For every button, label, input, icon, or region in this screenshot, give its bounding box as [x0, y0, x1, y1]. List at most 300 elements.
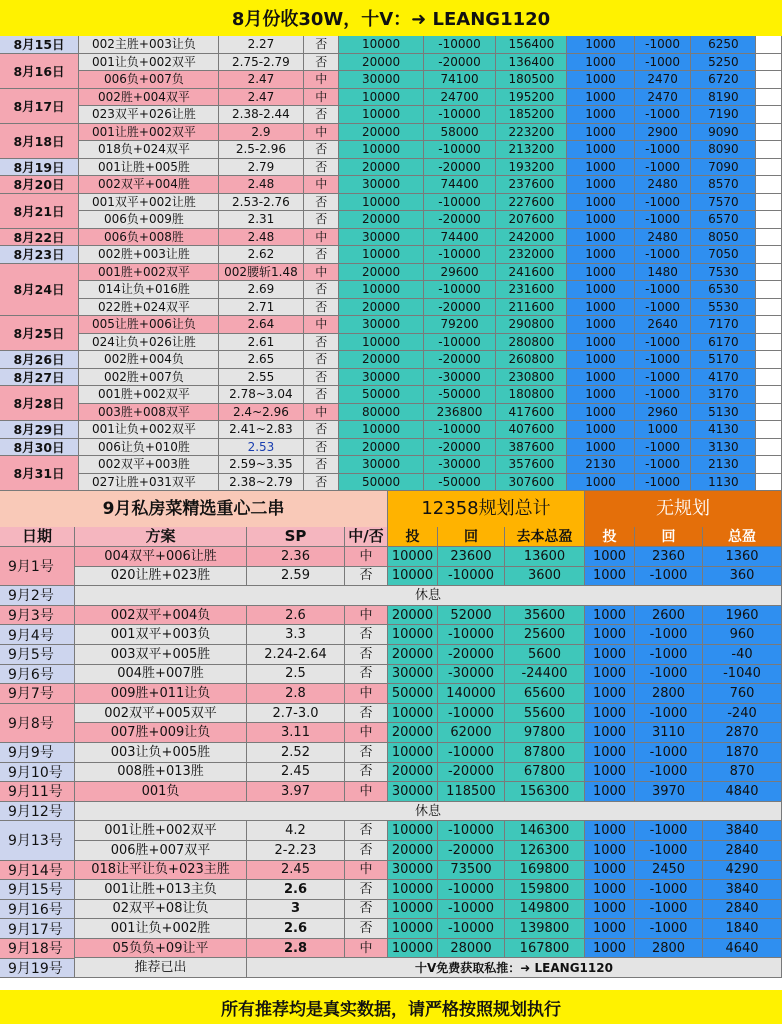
return2-cell: -1000 — [635, 743, 703, 762]
sp-cell: 2.45 — [247, 861, 345, 880]
profit2-cell: 7090 — [691, 159, 756, 176]
date-cell: 9月12号 — [0, 802, 75, 822]
return-cell: -10000 — [424, 36, 497, 53]
profit-cell: 213200 — [496, 141, 567, 158]
return-cell: -20000 — [424, 211, 497, 228]
bet2-cell: 1000 — [585, 939, 635, 958]
sp-cell: 4.2 — [247, 821, 345, 840]
scheme-cell: 001双平+003负 — [75, 625, 247, 644]
return2-cell: 2480 — [635, 229, 692, 246]
profit-cell: 211600 — [496, 299, 567, 316]
profit-cell: 156400 — [496, 36, 567, 53]
sp-cell: 3.11 — [247, 723, 345, 742]
bet2-cell: 1000 — [585, 625, 635, 644]
profit-cell: 407600 — [496, 421, 567, 438]
result-cell: 中 — [345, 723, 388, 742]
scheme-cell: 024让负+026让胜 — [70, 334, 219, 351]
return-cell: 24700 — [424, 89, 497, 106]
edge-cell — [756, 281, 782, 298]
profit2-cell: 1960 — [703, 606, 782, 625]
result-cell: 否 — [345, 821, 388, 840]
edge-cell — [756, 351, 782, 368]
profit-cell: 241600 — [496, 264, 567, 281]
sep-row — [0, 684, 782, 704]
result-cell: 否 — [345, 919, 388, 938]
sp-cell: 2.36 — [247, 547, 345, 566]
return2-cell: 2360 — [635, 547, 703, 566]
bet2-cell: 1000 — [567, 334, 634, 351]
scheme-cell: 001让胜+005胜 — [70, 159, 219, 176]
bet-cell: 20000 — [339, 439, 423, 456]
sep-row — [0, 625, 782, 645]
profit2-cell: 1360 — [703, 547, 782, 566]
date-cell: 8月16日 — [0, 54, 79, 89]
return-cell: -30000 — [424, 369, 497, 386]
return-cell: 52000 — [438, 606, 505, 625]
sp-cell: 2.38-2.44 — [219, 106, 304, 123]
bet-cell: 10000 — [339, 89, 423, 106]
aug-row — [0, 386, 782, 404]
edge-cell — [756, 89, 782, 106]
bet2-cell: 1000 — [585, 743, 635, 762]
profit2-cell: 9090 — [691, 124, 756, 141]
bet2-cell: 1000 — [585, 606, 635, 625]
sp-cell: 2-2.23 — [247, 841, 345, 860]
sp-cell: 2.69 — [219, 281, 304, 298]
result-cell: 否 — [304, 386, 340, 403]
return2-cell: 2800 — [635, 684, 703, 703]
bet2-cell: 1000 — [567, 176, 634, 193]
profit-cell: 149800 — [505, 900, 585, 919]
aug-row — [0, 299, 782, 317]
return2-cell: 3110 — [635, 723, 703, 742]
return-cell: 23600 — [438, 547, 505, 566]
profit2-cell: 8050 — [691, 229, 756, 246]
result-cell: 否 — [304, 421, 340, 438]
sp-cell: 2.38~2.79 — [219, 474, 304, 491]
aug-row — [0, 229, 782, 247]
sep-row — [0, 586, 782, 606]
aug-row — [0, 141, 782, 159]
result-cell: 否 — [345, 645, 388, 664]
scheme-cell: 009胜+011让负 — [75, 684, 247, 703]
return2-cell: -1000 — [635, 645, 703, 664]
scheme-cell: 004双平+006让胜 — [75, 547, 247, 566]
result-cell: 否 — [304, 281, 340, 298]
september-block — [0, 547, 782, 978]
result-cell: 否 — [304, 36, 340, 53]
sp-cell: 2.48 — [219, 176, 304, 193]
sp-cell: 2.6 — [247, 919, 345, 938]
return2-cell: -1000 — [635, 900, 703, 919]
edge-cell — [756, 299, 782, 316]
result-cell: 否 — [304, 334, 340, 351]
profit-cell: 55600 — [505, 704, 585, 723]
return-cell: 79200 — [424, 316, 497, 333]
sp-cell: 2.4~2.96 — [219, 404, 304, 421]
scheme-cell: 001负 — [75, 782, 247, 801]
bet-cell: 10000 — [388, 743, 438, 762]
return2-cell: -1000 — [635, 334, 692, 351]
return-cell: -10000 — [438, 919, 505, 938]
bet2-cell: 1000 — [567, 474, 634, 491]
sp-cell: 2.59~3.35 — [219, 456, 304, 473]
scheme-cell: 001让胜+002双平 — [75, 821, 247, 840]
aug-row — [0, 404, 782, 422]
scheme-cell: 020让胜+023胜 — [75, 567, 247, 586]
sp-cell: 2.79 — [219, 159, 304, 176]
col-header-p2: 回 — [438, 527, 505, 546]
aug-row — [0, 71, 782, 89]
section-header — [0, 491, 782, 527]
bet-cell: 50000 — [339, 474, 423, 491]
bet-cell: 20000 — [339, 124, 423, 141]
result-cell: 中 — [345, 684, 388, 703]
top-banner — [0, 0, 782, 36]
date-cell: 8月15日 — [0, 36, 79, 54]
result-cell: 否 — [345, 900, 388, 919]
col-header-p1: 投 — [388, 527, 438, 546]
profit-cell: 87800 — [505, 743, 585, 762]
bet2-cell: 1000 — [567, 299, 634, 316]
bet2-cell: 1000 — [567, 246, 634, 263]
sp-cell: 2.52 — [247, 743, 345, 762]
sep-row — [0, 919, 782, 939]
col-header-q3: 总盈 — [703, 527, 782, 546]
date-cell: 9月2号 — [0, 586, 75, 606]
edge-cell — [756, 229, 782, 246]
scheme-cell: 003双平+005胜 — [75, 645, 247, 664]
profit2-cell: 7570 — [691, 194, 756, 211]
sp-cell: 2.5-2.96 — [219, 141, 304, 158]
profit2-cell: 2840 — [703, 841, 782, 860]
bet2-cell: 1000 — [567, 194, 634, 211]
profit2-cell: 6570 — [691, 211, 756, 228]
bet-cell: 30000 — [339, 229, 423, 246]
scheme-cell: 001胜+002双平 — [70, 264, 219, 281]
result-cell: 中 — [345, 606, 388, 625]
profit-cell: 227600 — [496, 194, 567, 211]
sp-cell: 2.8 — [247, 939, 345, 958]
profit2-cell: 3840 — [703, 880, 782, 899]
profit2-cell: 4170 — [691, 369, 756, 386]
result-cell: 否 — [345, 567, 388, 586]
result-cell: 否 — [345, 841, 388, 860]
date-cell: 9月9号 — [0, 743, 75, 763]
date-cell: 9月19号 — [0, 959, 75, 979]
bet2-cell: 1000 — [585, 880, 635, 899]
contact-cell: 十V免费获取私推：➜ LEANG1120 — [247, 958, 782, 977]
edge-cell — [756, 211, 782, 228]
return2-cell: -1000 — [635, 246, 692, 263]
aug-row — [0, 334, 782, 352]
bet-cell: 10000 — [388, 939, 438, 958]
sp-cell: 2.9 — [219, 124, 304, 141]
scheme-cell: 004胜+007胜 — [75, 665, 247, 684]
aug-row — [0, 124, 782, 142]
bet2-cell: 1000 — [585, 645, 635, 664]
profit-cell: 126300 — [505, 841, 585, 860]
footer-text: 所有推荐均是真实数据，请严格按照规划执行 — [221, 999, 561, 1020]
aug-row — [0, 159, 782, 177]
result-cell: 中 — [304, 71, 340, 88]
return2-cell: -1000 — [635, 919, 703, 938]
profit-cell: 231600 — [496, 281, 567, 298]
edge-cell — [756, 264, 782, 281]
return-cell: -10000 — [438, 880, 505, 899]
aug-row — [0, 246, 782, 264]
date-cell: 9月17号 — [0, 919, 75, 939]
profit-cell: 169800 — [505, 861, 585, 880]
sp-cell: 2.61 — [219, 334, 304, 351]
bet2-cell: 1000 — [567, 71, 634, 88]
return-cell: -20000 — [438, 645, 505, 664]
rest-cell: 休息 — [75, 586, 782, 605]
result-cell: 否 — [304, 456, 340, 473]
profit2-cell: 1870 — [703, 743, 782, 762]
sp-cell: 2.6 — [247, 880, 345, 899]
profit-cell: 97800 — [505, 723, 585, 742]
scheme-cell: 003让负+005胜 — [75, 743, 247, 762]
profit2-cell: 6530 — [691, 281, 756, 298]
date-cell: 8月31日 — [0, 456, 79, 491]
date-cell: 9月14号 — [0, 861, 75, 881]
sp-cell: 2.64 — [219, 316, 304, 333]
bet2-cell: 1000 — [585, 547, 635, 566]
edge-cell — [756, 369, 782, 386]
date-cell: 9月11号 — [0, 782, 75, 802]
bet2-cell: 1000 — [567, 421, 634, 438]
return2-cell: -1000 — [635, 36, 692, 53]
sep-row — [0, 821, 782, 841]
profit2-cell: 5170 — [691, 351, 756, 368]
bet-cell: 50000 — [388, 684, 438, 703]
return2-cell: 2470 — [635, 89, 692, 106]
return-cell: 28000 — [438, 939, 505, 958]
sp-cell: 3 — [247, 900, 345, 919]
date-cell: 9月5号 — [0, 645, 75, 665]
bet2-cell: 1000 — [567, 211, 634, 228]
return2-cell: -1000 — [635, 281, 692, 298]
bet-cell: 80000 — [339, 404, 423, 421]
date-cell: 9月7号 — [0, 684, 75, 704]
return-cell: 62000 — [438, 723, 505, 742]
sp-cell: 2.41~2.83 — [219, 421, 304, 438]
aug-row — [0, 474, 782, 492]
result-cell: 否 — [304, 106, 340, 123]
bet2-cell: 1000 — [585, 763, 635, 782]
result-cell: 否 — [345, 625, 388, 644]
return2-cell: -1000 — [635, 386, 692, 403]
result-cell: 中 — [304, 176, 340, 193]
bet-cell: 10000 — [388, 567, 438, 586]
section-title: 9月私房菜精选重心二串 — [0, 491, 388, 527]
return-cell: -20000 — [424, 299, 497, 316]
profit2-cell: 6170 — [691, 334, 756, 351]
return2-cell: -1000 — [635, 369, 692, 386]
col-header-q2: 回 — [635, 527, 703, 546]
profit-cell: 280800 — [496, 334, 567, 351]
sep-row — [0, 861, 782, 881]
edge-cell — [756, 54, 782, 71]
col-header-date: 日期 — [0, 527, 75, 546]
result-cell: 中 — [304, 264, 340, 281]
profit-cell: 387600 — [496, 439, 567, 456]
profit-cell: 193200 — [496, 159, 567, 176]
profit2-cell: 760 — [703, 684, 782, 703]
scheme-cell: 006负+007负 — [70, 71, 219, 88]
sep-row — [0, 567, 782, 587]
scheme-cell: 002主胜+003让负 — [70, 36, 219, 53]
aug-row — [0, 54, 782, 72]
result-cell: 否 — [304, 246, 340, 263]
bet-cell: 20000 — [388, 645, 438, 664]
profit2-cell: 2130 — [691, 456, 756, 473]
profit2-cell: 4290 — [703, 861, 782, 880]
profit2-cell: 5130 — [691, 404, 756, 421]
return2-cell: -1000 — [635, 106, 692, 123]
sep-row — [0, 665, 782, 685]
sp-cell: 2.53 — [219, 439, 304, 456]
scheme-cell: 014让负+016胜 — [70, 281, 219, 298]
return-cell: -50000 — [424, 386, 497, 403]
aug-row — [0, 421, 782, 439]
result-cell: 否 — [345, 880, 388, 899]
bet-cell: 20000 — [388, 606, 438, 625]
august-block — [0, 36, 782, 491]
bet2-cell: 1000 — [585, 704, 635, 723]
edge-cell — [756, 141, 782, 158]
date-cell: 8月28日 — [0, 386, 79, 421]
profit-cell: 139800 — [505, 919, 585, 938]
return-cell: 74400 — [424, 176, 497, 193]
result-cell: 否 — [345, 763, 388, 782]
profit-cell: -24400 — [505, 665, 585, 684]
return-cell: 74400 — [424, 229, 497, 246]
sp-cell: 2.53-2.76 — [219, 194, 304, 211]
result-cell: 否 — [345, 665, 388, 684]
sp-cell: 2.5 — [247, 665, 345, 684]
bet2-cell: 1000 — [567, 386, 634, 403]
date-cell: 9月4号 — [0, 625, 75, 645]
bet-cell: 20000 — [339, 299, 423, 316]
bet-cell: 30000 — [339, 456, 423, 473]
profit-cell: 195200 — [496, 89, 567, 106]
profit2-cell: 7050 — [691, 246, 756, 263]
aug-row — [0, 351, 782, 369]
date-cell: 8月27日 — [0, 369, 79, 387]
profit2-cell: 5530 — [691, 299, 756, 316]
profit2-cell: 8570 — [691, 176, 756, 193]
date-cell: 8月24日 — [0, 264, 79, 317]
bet2-cell: 1000 — [567, 439, 634, 456]
result-cell: 否 — [304, 141, 340, 158]
profit-cell: 67800 — [505, 763, 585, 782]
scheme-cell: 022胜+024双平 — [70, 299, 219, 316]
scheme-cell: 002双平+005双平 — [75, 704, 247, 723]
edge-cell — [756, 404, 782, 421]
return-cell: -10000 — [424, 141, 497, 158]
return-cell: 74100 — [424, 71, 497, 88]
sp-cell: 2.47 — [219, 71, 304, 88]
aug-row — [0, 456, 782, 474]
bet2-cell: 1000 — [585, 841, 635, 860]
sp-cell: 2.45 — [247, 763, 345, 782]
profit2-cell: 5250 — [691, 54, 756, 71]
return2-cell: -1000 — [635, 821, 703, 840]
return2-cell: -1000 — [635, 665, 703, 684]
return-cell: -10000 — [438, 625, 505, 644]
bet2-cell: 1000 — [567, 316, 634, 333]
rest-cell: 休息 — [75, 802, 782, 821]
sep-row — [0, 939, 782, 959]
profit-cell: 156300 — [505, 782, 585, 801]
return-cell: -10000 — [438, 567, 505, 586]
date-cell: 9月15号 — [0, 880, 75, 900]
scheme-cell: 018负+024双平 — [70, 141, 219, 158]
profit2-cell: 2840 — [703, 900, 782, 919]
bet-cell: 10000 — [339, 281, 423, 298]
result-cell: 否 — [345, 704, 388, 723]
result-cell: 否 — [304, 351, 340, 368]
profit2-cell: 7530 — [691, 264, 756, 281]
date-cell: 9月10号 — [0, 763, 75, 783]
edge-cell — [756, 159, 782, 176]
profit2-cell: 3170 — [691, 386, 756, 403]
sep-row — [0, 704, 782, 724]
date-cell: 9月8号 — [0, 704, 75, 743]
sp-cell: 2.65 — [219, 351, 304, 368]
return-cell: -10000 — [438, 743, 505, 762]
scheme-cell: 002双平+004负 — [75, 606, 247, 625]
profit-cell: 290800 — [496, 316, 567, 333]
return2-cell: -1000 — [635, 456, 692, 473]
return2-cell: 2960 — [635, 404, 692, 421]
profit2-cell: 8090 — [691, 141, 756, 158]
scheme-cell: 023双平+026让胜 — [70, 106, 219, 123]
return2-cell: 2450 — [635, 861, 703, 880]
scheme-cell: 006让负+010胜 — [70, 439, 219, 456]
return2-cell: 1000 — [635, 421, 692, 438]
bet2-cell: 1000 — [567, 229, 634, 246]
sep-row — [0, 841, 782, 861]
no-plan-title: 无规划 — [585, 491, 782, 527]
return-cell: -20000 — [424, 351, 497, 368]
aug-row — [0, 36, 782, 54]
return-cell: 73500 — [438, 861, 505, 880]
bet-cell: 10000 — [388, 900, 438, 919]
edge-cell — [756, 36, 782, 53]
bet-cell: 10000 — [388, 704, 438, 723]
bet2-cell: 1000 — [567, 54, 634, 71]
return-cell: 236800 — [424, 404, 497, 421]
return-cell: -50000 — [424, 474, 497, 491]
result-cell: 中 — [304, 124, 340, 141]
result-cell: 中 — [345, 939, 388, 958]
sp-cell: 2.7-3.0 — [247, 704, 345, 723]
sp-cell: 2.62 — [219, 246, 304, 263]
return2-cell: -1000 — [635, 141, 692, 158]
date-cell: 9月13号 — [0, 821, 75, 860]
result-cell: 中 — [304, 89, 340, 106]
return-cell: 140000 — [438, 684, 505, 703]
col-header-result: 中/否 — [345, 527, 388, 546]
profit-cell: 207600 — [496, 211, 567, 228]
column-header-row — [0, 527, 782, 547]
scheme-cell: 002胜+004负 — [70, 351, 219, 368]
return-cell: -30000 — [424, 456, 497, 473]
profit2-cell: 4130 — [691, 421, 756, 438]
